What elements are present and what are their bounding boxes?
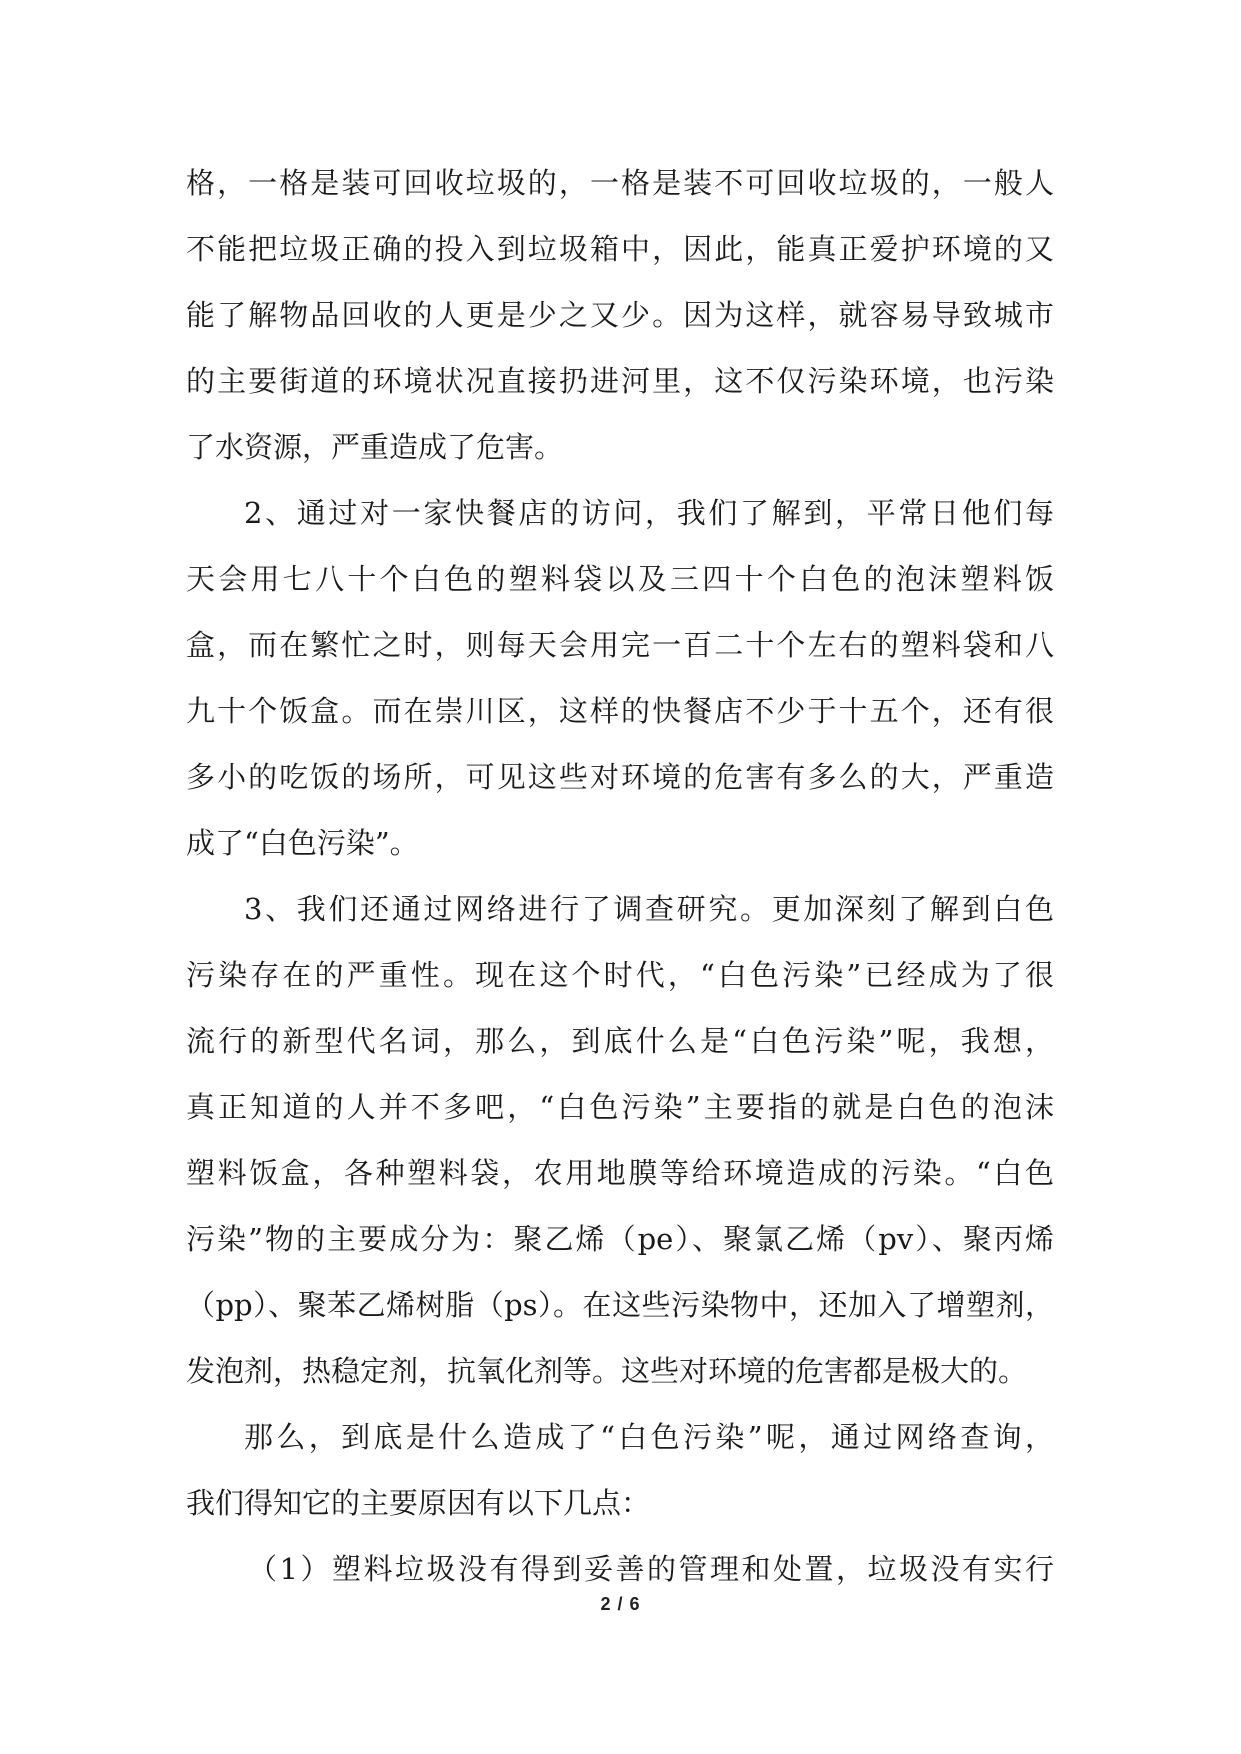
text-line: 不能把垃圾正确的投入到垃圾箱中，因此，能真正爱护环境的又 [186, 232, 1054, 266]
text-line: 成了“白色污染”。 [186, 826, 419, 860]
text-line: 发泡剂，热稳定剂，抗氧化剂等。这些对环境的危害都是极大的。 [186, 1354, 1028, 1388]
paragraph-start-line: 3、我们还通过网络进行了调查研究。更加深刻了解到白色 [244, 892, 1054, 926]
text-line: 污染存在的严重性。现在这个时代，“白色污染”已经成为了很 [186, 958, 1054, 992]
body-text [186, 150, 1054, 1602]
paragraph-start-line: 那么，到底是什么造成了“白色污染”呢，通过网络查询， [244, 1420, 1054, 1454]
text-line: 的主要街道的环境状况直接扔进河里，这不仅污染环境，也污染 [186, 364, 1054, 398]
text-line: 盒，而在繁忙之时，则每天会用完一百二十个左右的塑料袋和八 [186, 628, 1054, 662]
text-line: （pp）、聚苯乙烯树脂（ps）。在这些污染物中，还加入了增塑剂， [186, 1288, 1054, 1322]
text-line: 塑料饭盒，各种塑料袋，农用地膜等给环境造成的污染。“白色 [186, 1156, 1054, 1190]
paragraph-start-line: （1）塑料垃圾没有得到妥善的管理和处置，垃圾没有实行 [248, 1552, 1054, 1586]
text-line: 天会用七八十个白色的塑料袋以及三四十个白色的泡沫塑料饭 [186, 562, 1054, 596]
paragraph-start-line: 2、通过对一家快餐店的访问，我们了解到，平常日他们每 [244, 496, 1054, 530]
text-line: 了水资源，严重造成了危害。 [186, 430, 564, 464]
text-line: 多小的吃饭的场所，可见这些对环境的危害有多么的大，严重造 [186, 760, 1054, 794]
page-number: 2 / 6 [600, 1594, 641, 1614]
text-line: 流行的新型代名词，那么，到底什么是“白色污染”呢，我想， [186, 1024, 1054, 1058]
text-line: 真正知道的人并不多吧，“白色污染”主要指的就是白色的泡沫 [186, 1090, 1054, 1124]
text-line: 格，一格是装可回收垃圾的，一格是装不可回收垃圾的，一般人 [186, 166, 1054, 200]
text-line: 能了解物品回收的人更是少之又少。因为这样，就容易导致城市 [186, 298, 1054, 332]
text-line: 九十个饭盒。而在崇川区，这样的快餐店不少于十五个，还有很 [186, 694, 1054, 728]
text-line: 污染”物的主要成分为：聚乙烯（pe）、聚氯乙烯（pv）、聚丙烯 [186, 1222, 1054, 1256]
text-line: 我们得知它的主要原因有以下几点： [186, 1486, 651, 1520]
